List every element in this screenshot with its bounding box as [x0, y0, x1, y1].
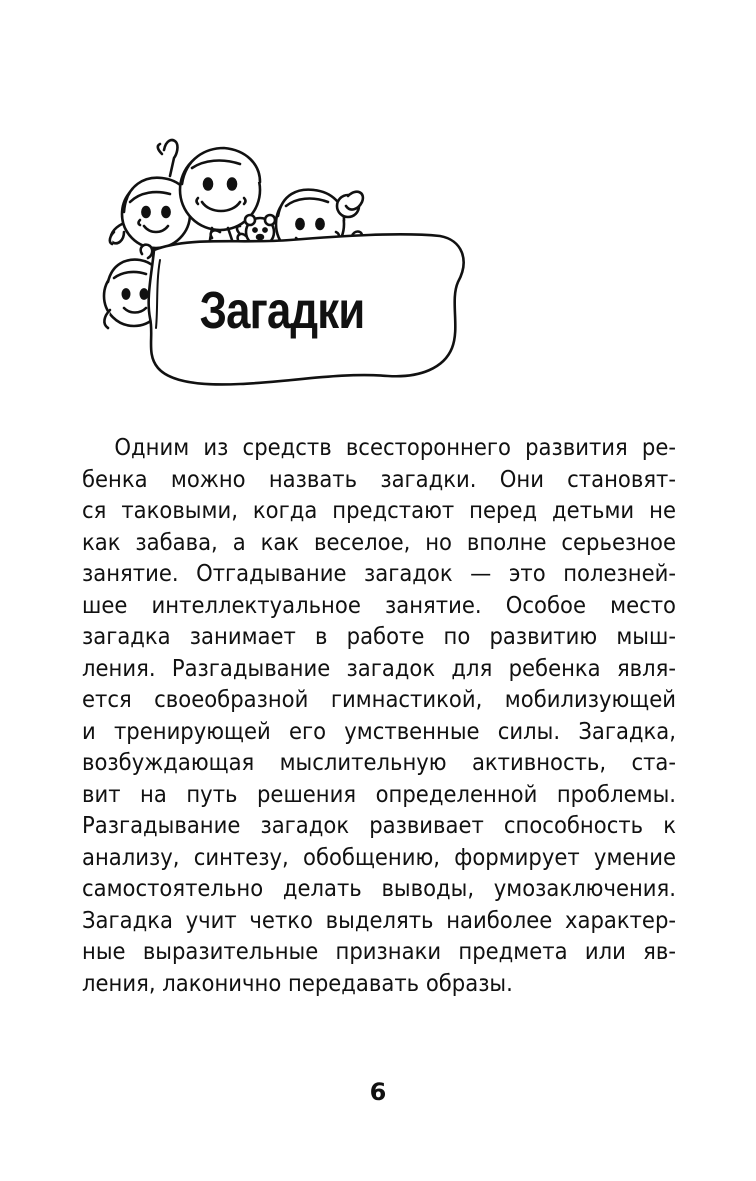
text-line: Загадка учит четко выделять наиболее характер-: [82, 905, 676, 934]
text-line: как забава, а как веселое, но вполне серьезное: [82, 527, 676, 556]
chapter-title: Загадки: [199, 282, 365, 340]
text-line: шее интеллектуальное занятие. Особое место: [82, 590, 676, 619]
text-line: ется своеобразной гимнастикой, мобилизующей: [82, 685, 676, 713]
text-line: Разгадывание загадок развивает способность к: [82, 811, 676, 839]
text-line: занятие. Отгадывание загадок — это полезней-: [82, 559, 676, 587]
body-paragraph: [82, 432, 676, 999]
text-line: ные выразительные признаки предмета или яв-: [82, 937, 676, 965]
hand-icon: [141, 245, 152, 258]
text-line: и тренирующей его умственные силы. Загадка,: [82, 716, 676, 745]
page-number: 6: [369, 1078, 387, 1106]
children-holding-sign-illustration: [100, 132, 470, 394]
text-line: бенка можно назвать загадки. Они становят-: [82, 464, 676, 493]
text-line: ления, лаконично передавать образы.: [82, 968, 513, 997]
waving-hand-icon: [164, 140, 177, 176]
text-line: ся таковыми, когда предстают перед детьми не: [82, 496, 676, 524]
text-line: анализу, синтезу, обобщению, формирует умение: [82, 842, 676, 871]
text-line: вит на путь решения определенной проблемы.: [82, 779, 676, 808]
text-line: возбуждающая мыслительную активность, ста-: [82, 748, 676, 776]
text-line: ления. Разгадывание загадок для ребенка явля-: [82, 653, 676, 682]
text-line: самостоятельно делать выводы, умозаключения.: [82, 874, 676, 902]
text-line: Одним из средств всестороннего развития ре-: [114, 433, 676, 461]
text-line: загадка занимает в работе по развитию мыш-: [82, 622, 676, 650]
